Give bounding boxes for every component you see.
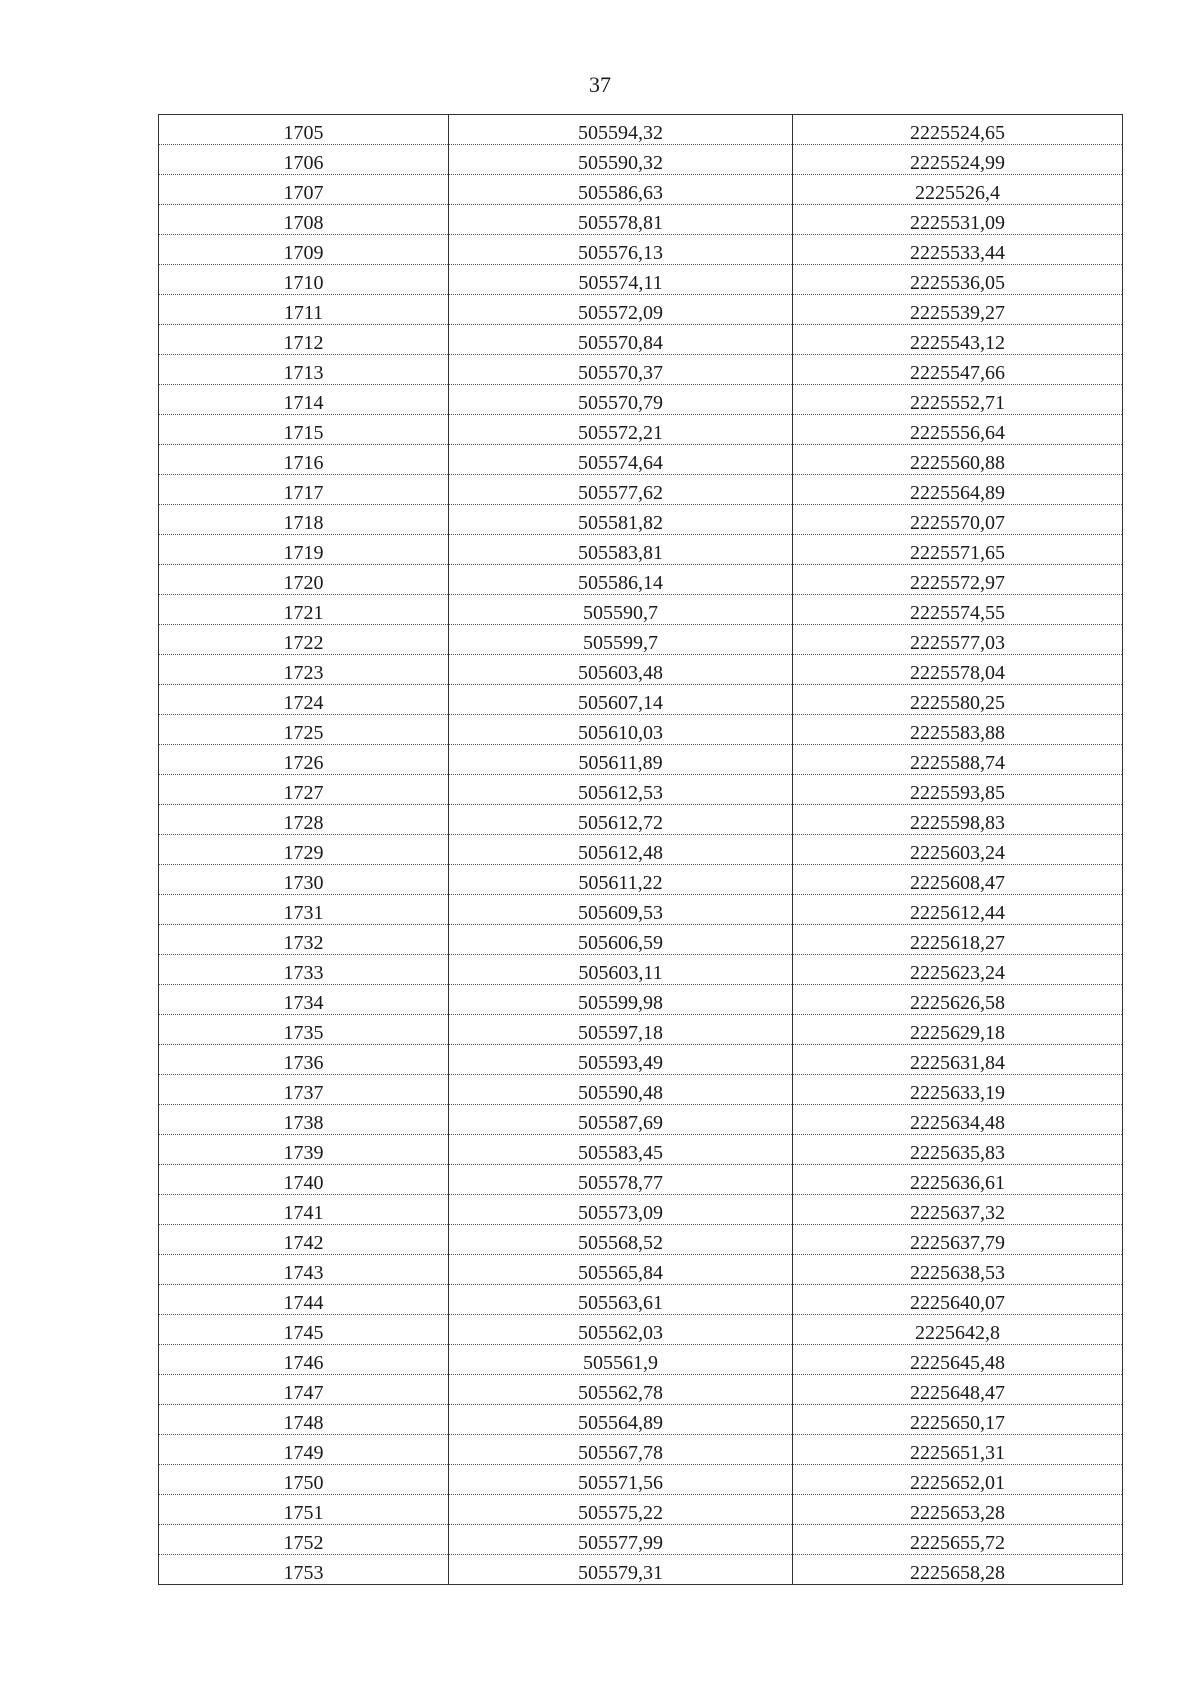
x-coordinate-cell: 505610,03	[449, 715, 793, 745]
table-row	[159, 1375, 1123, 1405]
y-coordinate-cell: 2225533,44	[793, 235, 1123, 265]
y-coordinate-cell: 2225631,84	[793, 1045, 1123, 1075]
x-coordinate-cell: 505577,99	[449, 1525, 793, 1555]
x-coordinate-cell: 505583,81	[449, 535, 793, 565]
coordinates-table-body	[159, 115, 1123, 1585]
table-row	[159, 235, 1123, 265]
point-number-cell: 1717	[159, 475, 449, 505]
point-number-cell: 1727	[159, 775, 449, 805]
point-number-cell: 1750	[159, 1465, 449, 1495]
x-coordinate-cell: 505594,32	[449, 115, 793, 145]
table-row	[159, 1315, 1123, 1345]
y-coordinate-cell: 2225648,47	[793, 1375, 1123, 1405]
table-row	[159, 535, 1123, 565]
point-number-cell: 1709	[159, 235, 449, 265]
y-coordinate-cell: 2225552,71	[793, 385, 1123, 415]
point-number-cell: 1721	[159, 595, 449, 625]
y-coordinate-cell: 2225623,24	[793, 955, 1123, 985]
x-coordinate-cell: 505570,37	[449, 355, 793, 385]
x-coordinate-cell: 505575,22	[449, 1495, 793, 1525]
x-coordinate-cell: 505606,59	[449, 925, 793, 955]
point-number-cell: 1719	[159, 535, 449, 565]
y-coordinate-cell: 2225547,66	[793, 355, 1123, 385]
y-coordinate-cell: 2225642,8	[793, 1315, 1123, 1345]
point-number-cell: 1748	[159, 1405, 449, 1435]
point-number-cell: 1706	[159, 145, 449, 175]
table-row	[159, 925, 1123, 955]
table-row	[159, 415, 1123, 445]
table-row	[159, 1345, 1123, 1375]
point-number-cell: 1723	[159, 655, 449, 685]
point-number-cell: 1737	[159, 1075, 449, 1105]
y-coordinate-cell: 2225593,85	[793, 775, 1123, 805]
table-row	[159, 145, 1123, 175]
y-coordinate-cell: 2225634,48	[793, 1105, 1123, 1135]
table-row	[159, 1165, 1123, 1195]
x-coordinate-cell: 505562,03	[449, 1315, 793, 1345]
x-coordinate-cell: 505612,48	[449, 835, 793, 865]
point-number-cell: 1725	[159, 715, 449, 745]
y-coordinate-cell: 2225618,27	[793, 925, 1123, 955]
point-number-cell: 1724	[159, 685, 449, 715]
table-row	[159, 295, 1123, 325]
table-row	[159, 1105, 1123, 1135]
table-row	[159, 385, 1123, 415]
point-number-cell: 1739	[159, 1135, 449, 1165]
x-coordinate-cell: 505586,14	[449, 565, 793, 595]
x-coordinate-cell: 505597,18	[449, 1015, 793, 1045]
x-coordinate-cell: 505563,61	[449, 1285, 793, 1315]
x-coordinate-cell: 505612,72	[449, 805, 793, 835]
y-coordinate-cell: 2225651,31	[793, 1435, 1123, 1465]
point-number-cell: 1733	[159, 955, 449, 985]
table-row	[159, 1555, 1123, 1585]
point-number-cell: 1743	[159, 1255, 449, 1285]
x-coordinate-cell: 505581,82	[449, 505, 793, 535]
x-coordinate-cell: 505568,52	[449, 1225, 793, 1255]
y-coordinate-cell: 2225580,25	[793, 685, 1123, 715]
x-coordinate-cell: 505603,11	[449, 955, 793, 985]
x-coordinate-cell: 505576,13	[449, 235, 793, 265]
point-number-cell: 1720	[159, 565, 449, 595]
table-row	[159, 985, 1123, 1015]
y-coordinate-cell: 2225633,19	[793, 1075, 1123, 1105]
point-number-cell: 1732	[159, 925, 449, 955]
x-coordinate-cell: 505578,81	[449, 205, 793, 235]
x-coordinate-cell: 505577,62	[449, 475, 793, 505]
x-coordinate-cell: 505561,9	[449, 1345, 793, 1375]
table-row	[159, 1525, 1123, 1555]
y-coordinate-cell: 2225524,99	[793, 145, 1123, 175]
table-row	[159, 715, 1123, 745]
table-row	[159, 1135, 1123, 1165]
y-coordinate-cell: 2225636,61	[793, 1165, 1123, 1195]
point-number-cell: 1715	[159, 415, 449, 445]
x-coordinate-cell: 505590,7	[449, 595, 793, 625]
y-coordinate-cell: 2225598,83	[793, 805, 1123, 835]
coordinates-table	[158, 114, 1123, 1585]
y-coordinate-cell: 2225650,17	[793, 1405, 1123, 1435]
point-number-cell: 1734	[159, 985, 449, 1015]
x-coordinate-cell: 505586,63	[449, 175, 793, 205]
point-number-cell: 1708	[159, 205, 449, 235]
table-row	[159, 445, 1123, 475]
y-coordinate-cell: 2225572,97	[793, 565, 1123, 595]
y-coordinate-cell: 2225645,48	[793, 1345, 1123, 1375]
x-coordinate-cell: 505583,45	[449, 1135, 793, 1165]
table-row	[159, 1465, 1123, 1495]
y-coordinate-cell: 2225571,65	[793, 535, 1123, 565]
x-coordinate-cell: 505593,49	[449, 1045, 793, 1075]
point-number-cell: 1713	[159, 355, 449, 385]
table-row	[159, 1255, 1123, 1285]
point-number-cell: 1751	[159, 1495, 449, 1525]
table-row	[159, 835, 1123, 865]
point-number-cell: 1741	[159, 1195, 449, 1225]
x-coordinate-cell: 505587,69	[449, 1105, 793, 1135]
table-row	[159, 1495, 1123, 1525]
point-number-cell: 1745	[159, 1315, 449, 1345]
point-number-cell: 1711	[159, 295, 449, 325]
y-coordinate-cell: 2225543,12	[793, 325, 1123, 355]
y-coordinate-cell: 2225556,64	[793, 415, 1123, 445]
y-coordinate-cell: 2225658,28	[793, 1555, 1123, 1585]
point-number-cell: 1728	[159, 805, 449, 835]
point-number-cell: 1738	[159, 1105, 449, 1135]
y-coordinate-cell: 2225536,05	[793, 265, 1123, 295]
x-coordinate-cell: 505570,79	[449, 385, 793, 415]
x-coordinate-cell: 505599,98	[449, 985, 793, 1015]
point-number-cell: 1710	[159, 265, 449, 295]
point-number-cell: 1736	[159, 1045, 449, 1075]
x-coordinate-cell: 505570,84	[449, 325, 793, 355]
table-row	[159, 355, 1123, 385]
y-coordinate-cell: 2225588,74	[793, 745, 1123, 775]
point-number-cell: 1747	[159, 1375, 449, 1405]
table-row	[159, 1405, 1123, 1435]
point-number-cell: 1729	[159, 835, 449, 865]
y-coordinate-cell: 2225524,65	[793, 115, 1123, 145]
table-row	[159, 1045, 1123, 1075]
table-row	[159, 685, 1123, 715]
y-coordinate-cell: 2225652,01	[793, 1465, 1123, 1495]
y-coordinate-cell: 2225603,24	[793, 835, 1123, 865]
x-coordinate-cell: 505572,09	[449, 295, 793, 325]
point-number-cell: 1744	[159, 1285, 449, 1315]
point-number-cell: 1746	[159, 1345, 449, 1375]
point-number-cell: 1740	[159, 1165, 449, 1195]
table-row	[159, 775, 1123, 805]
table-row	[159, 1225, 1123, 1255]
point-number-cell: 1714	[159, 385, 449, 415]
y-coordinate-cell: 2225653,28	[793, 1495, 1123, 1525]
table-row	[159, 115, 1123, 145]
table-row	[159, 745, 1123, 775]
x-coordinate-cell: 505611,89	[449, 745, 793, 775]
point-number-cell: 1707	[159, 175, 449, 205]
point-number-cell: 1730	[159, 865, 449, 895]
page-number: 37	[589, 72, 611, 97]
x-coordinate-cell: 505574,64	[449, 445, 793, 475]
point-number-cell: 1753	[159, 1555, 449, 1585]
point-number-cell: 1705	[159, 115, 449, 145]
x-coordinate-cell: 505564,89	[449, 1405, 793, 1435]
point-number-cell: 1742	[159, 1225, 449, 1255]
table-row	[159, 505, 1123, 535]
table-row	[159, 325, 1123, 355]
table-row	[159, 955, 1123, 985]
table-row	[159, 565, 1123, 595]
point-number-cell: 1716	[159, 445, 449, 475]
y-coordinate-cell: 2225637,32	[793, 1195, 1123, 1225]
point-number-cell: 1735	[159, 1015, 449, 1045]
x-coordinate-cell: 505562,78	[449, 1375, 793, 1405]
y-coordinate-cell: 2225638,53	[793, 1255, 1123, 1285]
x-coordinate-cell: 505573,09	[449, 1195, 793, 1225]
y-coordinate-cell: 2225564,89	[793, 475, 1123, 505]
y-coordinate-cell: 2225629,18	[793, 1015, 1123, 1045]
table-row	[159, 175, 1123, 205]
y-coordinate-cell: 2225655,72	[793, 1525, 1123, 1555]
x-coordinate-cell: 505572,21	[449, 415, 793, 445]
x-coordinate-cell: 505599,7	[449, 625, 793, 655]
table-row	[159, 865, 1123, 895]
y-coordinate-cell: 2225608,47	[793, 865, 1123, 895]
x-coordinate-cell: 505590,32	[449, 145, 793, 175]
y-coordinate-cell: 2225583,88	[793, 715, 1123, 745]
x-coordinate-cell: 505565,84	[449, 1255, 793, 1285]
table-row	[159, 1015, 1123, 1045]
table-row	[159, 475, 1123, 505]
y-coordinate-cell: 2225578,04	[793, 655, 1123, 685]
x-coordinate-cell: 505612,53	[449, 775, 793, 805]
y-coordinate-cell: 2225635,83	[793, 1135, 1123, 1165]
table-row	[159, 1195, 1123, 1225]
table-row	[159, 265, 1123, 295]
x-coordinate-cell: 505579,31	[449, 1555, 793, 1585]
x-coordinate-cell: 505567,78	[449, 1435, 793, 1465]
table-row	[159, 205, 1123, 235]
x-coordinate-cell: 505578,77	[449, 1165, 793, 1195]
point-number-cell: 1726	[159, 745, 449, 775]
y-coordinate-cell: 2225612,44	[793, 895, 1123, 925]
point-number-cell: 1722	[159, 625, 449, 655]
y-coordinate-cell: 2225560,88	[793, 445, 1123, 475]
y-coordinate-cell: 2225640,07	[793, 1285, 1123, 1315]
table-row	[159, 895, 1123, 925]
y-coordinate-cell: 2225577,03	[793, 625, 1123, 655]
x-coordinate-cell: 505603,48	[449, 655, 793, 685]
table-row	[159, 595, 1123, 625]
table-row	[159, 1285, 1123, 1315]
y-coordinate-cell: 2225531,09	[793, 205, 1123, 235]
y-coordinate-cell: 2225637,79	[793, 1225, 1123, 1255]
y-coordinate-cell: 2225574,55	[793, 595, 1123, 625]
table-row	[159, 655, 1123, 685]
table-row	[159, 1435, 1123, 1465]
point-number-cell: 1731	[159, 895, 449, 925]
table-row	[159, 1075, 1123, 1105]
table-row	[159, 805, 1123, 835]
x-coordinate-cell: 505571,56	[449, 1465, 793, 1495]
x-coordinate-cell: 505590,48	[449, 1075, 793, 1105]
point-number-cell: 1712	[159, 325, 449, 355]
y-coordinate-cell: 2225539,27	[793, 295, 1123, 325]
point-number-cell: 1752	[159, 1525, 449, 1555]
table-row	[159, 625, 1123, 655]
x-coordinate-cell: 505607,14	[449, 685, 793, 715]
x-coordinate-cell: 505611,22	[449, 865, 793, 895]
y-coordinate-cell: 2225526,4	[793, 175, 1123, 205]
y-coordinate-cell: 2225570,07	[793, 505, 1123, 535]
x-coordinate-cell: 505609,53	[449, 895, 793, 925]
x-coordinate-cell: 505574,11	[449, 265, 793, 295]
point-number-cell: 1718	[159, 505, 449, 535]
point-number-cell: 1749	[159, 1435, 449, 1465]
y-coordinate-cell: 2225626,58	[793, 985, 1123, 1015]
